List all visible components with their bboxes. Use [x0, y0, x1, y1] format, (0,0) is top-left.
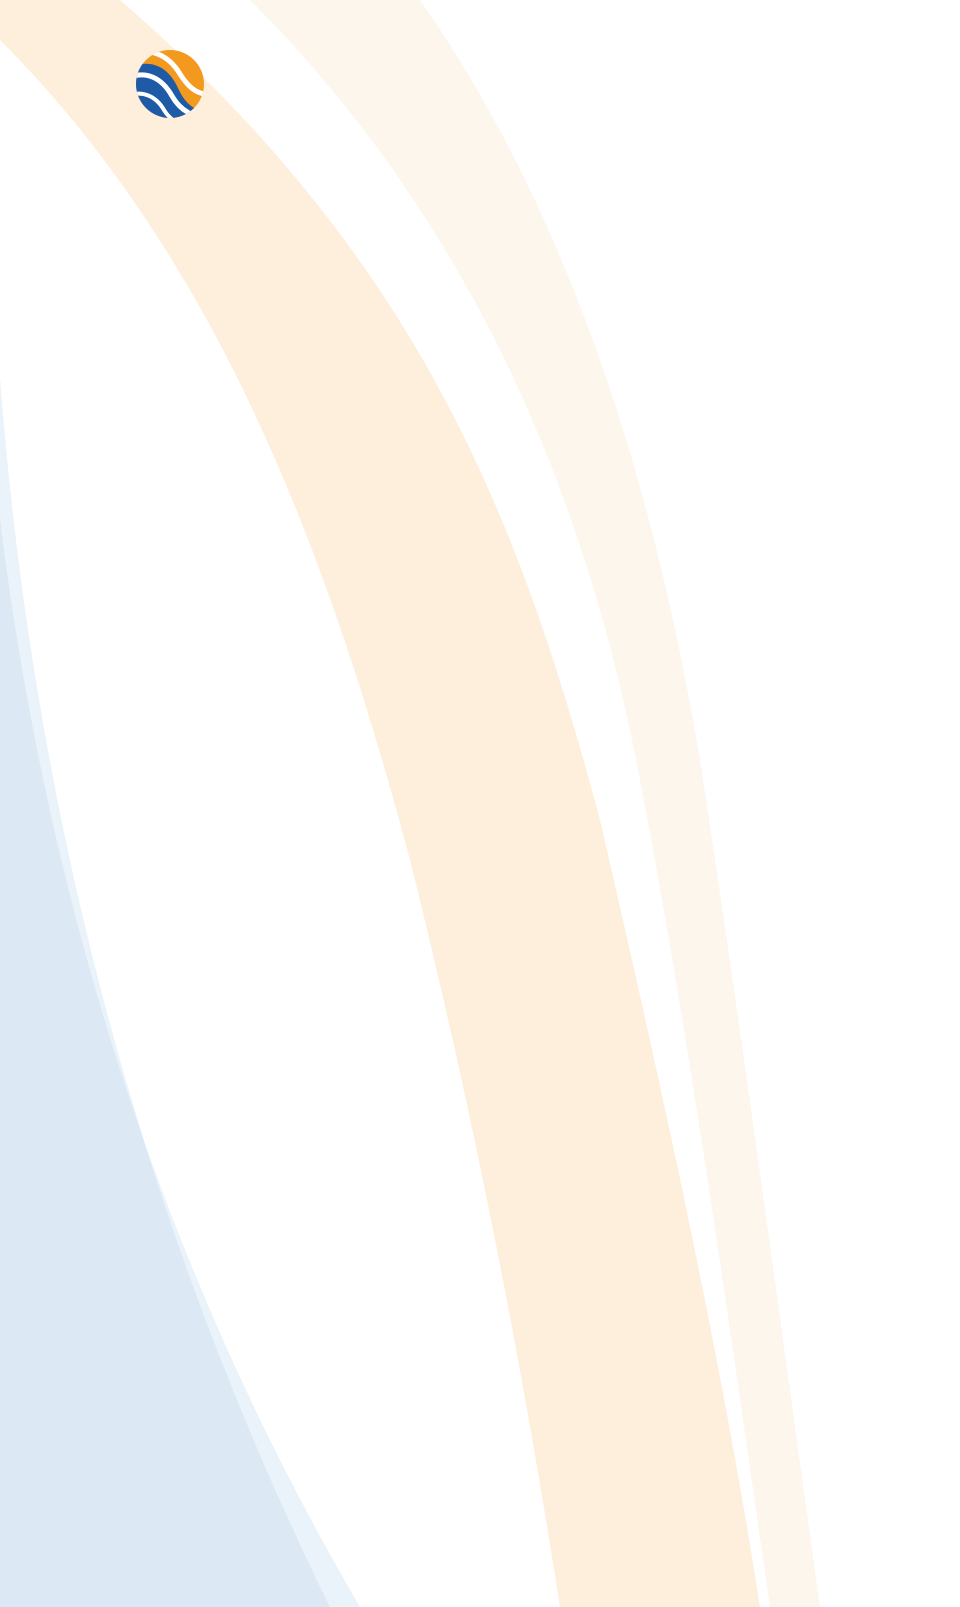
section-heading	[68, 136, 193, 160]
logo-mark-icon	[134, 48, 206, 120]
company-logo	[134, 48, 216, 120]
